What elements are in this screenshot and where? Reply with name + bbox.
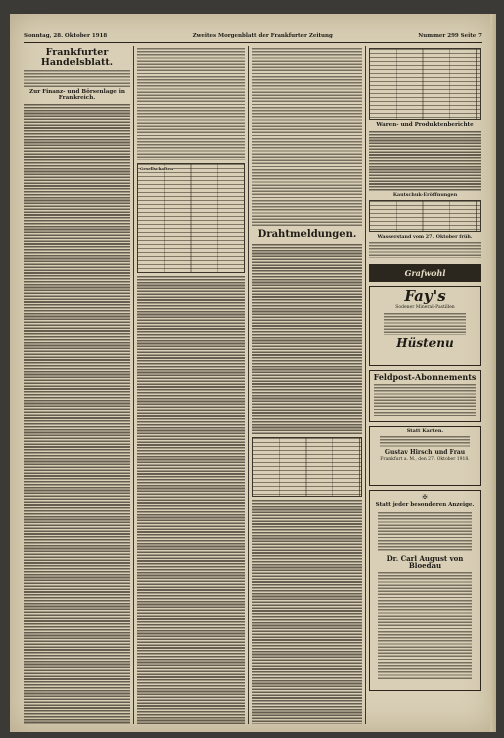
- company-table: [137, 163, 245, 273]
- fays-subtitle: Sodener Mineral-Pastillen: [395, 304, 455, 310]
- table-header: Gesellschaften: [140, 166, 174, 171]
- intro-text: [24, 70, 130, 88]
- birth-notice: [369, 426, 481, 486]
- water-level-text: [369, 242, 481, 258]
- article-body: [24, 104, 130, 724]
- market-headline: Waren- und Produktenberichte: [376, 122, 474, 128]
- column-rule: [365, 46, 366, 724]
- price-table: [252, 437, 362, 497]
- notice-heading: Statt Karten.: [406, 427, 444, 434]
- death-notice: [369, 490, 481, 691]
- notice-place: Frankfurt a. M., den 27. Oktober 1918.: [380, 457, 470, 463]
- death-notice-text: [378, 512, 472, 552]
- fays-brand: Fay's: [404, 286, 446, 305]
- grafwohl-ad: Grafwohl: [369, 264, 481, 282]
- masthead-page-number: Nummer 299 Seite 7: [418, 33, 482, 39]
- column-rule: [248, 46, 249, 724]
- death-notice-heading: Statt jeder besonderen Anzeige.: [375, 501, 475, 508]
- fays-text: [384, 313, 466, 335]
- fays-script-logo: Hüstenu: [396, 335, 454, 350]
- kautschuk-table: [369, 200, 481, 232]
- telegram-body: [252, 244, 362, 434]
- notice-names: Gustav Hirsch und Frau: [384, 449, 466, 457]
- masthead-paper: Zweites Morgenblatt der Frankfurter Zeitung: [192, 33, 333, 39]
- water-level-headline: Wasserstand vom 27. Oktober früh.: [377, 233, 473, 240]
- masthead: [24, 30, 482, 43]
- death-notice-body: [378, 572, 472, 680]
- notice-text: [380, 436, 470, 448]
- cross-icon: ✠: [422, 493, 428, 501]
- feldpost-title: Feldpost-Abonnements: [373, 371, 477, 382]
- column-3: [252, 48, 362, 724]
- page-edge: [490, 14, 496, 732]
- market-body: [369, 131, 481, 191]
- feldpost-ad: [369, 370, 481, 422]
- kautschuk-headline: Kautschuk-Eröffnungen: [392, 191, 458, 198]
- article-body: [137, 276, 245, 724]
- article-headline: Zur Finanz- und Börsenlage in Frankreich.: [29, 88, 125, 101]
- column-1: [24, 48, 130, 724]
- market-table: [369, 48, 481, 120]
- telegram-body: [252, 500, 362, 724]
- newspaper-page: [10, 14, 496, 732]
- deceased-name: Dr. Carl August von Bloedau: [386, 553, 464, 571]
- column-2: [137, 48, 245, 724]
- feldpost-text: [374, 384, 476, 416]
- section-title: Frankfurter Handelsblatt.: [40, 48, 114, 68]
- column-rule: [133, 46, 134, 724]
- column-4: [369, 48, 481, 724]
- masthead-date: Sonntag, 28. Oktober 1918: [24, 33, 108, 39]
- fays-pastillen-ad: [369, 286, 481, 366]
- article-body: [252, 48, 362, 226]
- section-title: Drahtmeldungen.: [257, 229, 357, 240]
- article-body: [137, 48, 245, 160]
